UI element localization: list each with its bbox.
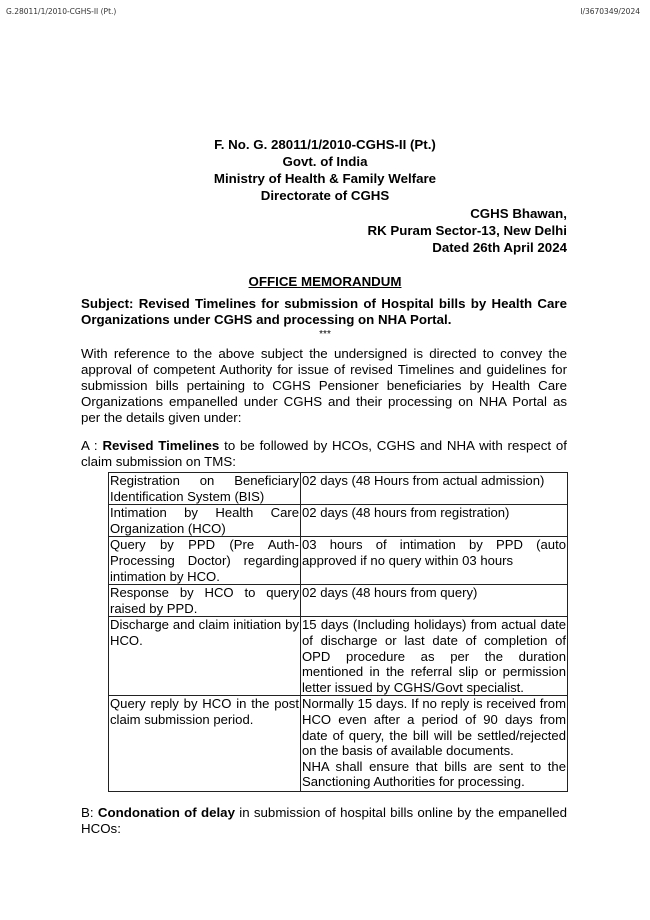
directorate-line: Directorate of CGHS xyxy=(260,188,390,203)
timelines-table xyxy=(108,472,568,792)
table-row xyxy=(109,696,568,792)
section-a-title: Revised Timelines xyxy=(102,438,220,453)
table-row xyxy=(109,537,568,585)
timeline-cell: 02 days (48 hours from registration) xyxy=(301,505,568,537)
address-line-2: RK Puram Sector-13, New Delhi xyxy=(367,223,567,238)
activity-cell: Registration on Beneficiary Identification System (BIS) xyxy=(110,473,299,504)
timeline-cell: 02 days (48 Hours from actual admission) xyxy=(301,473,568,505)
ministry-line: Ministry of Health & Family Welfare xyxy=(213,171,437,186)
timeline-cell: 15 days (Including holidays) from actual date of discharge or last date of completion of OPD procedure as per the duration mentioned in the referral slip or permission letter issued by CGHS/Govt specialist. xyxy=(302,617,566,695)
section-b-text: in submission of hospital bills online by the empanelled HCOs: xyxy=(81,805,568,837)
table-row xyxy=(109,585,568,617)
section-a-heading xyxy=(81,438,567,470)
activity-cell: Discharge and claim initiation by HCO. xyxy=(109,617,301,696)
subject: Subject: Revised Timelines for submission of Hospital bills by Health Care Organizations under CGHS and processing on NHA Portal. xyxy=(81,296,567,327)
activity-cell: Query by PPD (Pre Auth-Processing Doctor) regarding intimation by HCO. xyxy=(110,537,299,584)
activity-cell: Query reply by HCO in the post claim submission period. xyxy=(109,696,301,792)
timeline-note: NHA shall ensure that bills are sent to the Sanctioning Authorities for processing. xyxy=(302,758,566,790)
file-reference-header: G.28011/1/2010-CGHS-II (Pt.) xyxy=(6,7,117,16)
memo-title: OFFICE MEMORANDUM xyxy=(248,274,402,289)
file-number: F. No. G. 28011/1/2010-CGHS-II (Pt.) xyxy=(214,137,436,152)
section-a-prefix: A : xyxy=(81,438,103,453)
activity-cell: Response by HCO to query raised by PPD. xyxy=(110,585,299,616)
section-b-prefix: B: xyxy=(81,805,98,821)
section-b-title: Condonation of delay xyxy=(97,805,235,821)
section-b-heading xyxy=(81,805,567,837)
table-row xyxy=(109,617,568,696)
table-row xyxy=(109,473,568,505)
table-row xyxy=(109,505,568,537)
separator-stars: *** xyxy=(319,329,331,340)
address-line-1: CGHS Bhawan, xyxy=(470,206,567,221)
timeline-cell xyxy=(301,696,568,792)
document-number-header: I/3670349/2024 xyxy=(580,7,640,16)
section-a-text: to be followed by HCOs, CGHS and NHA with respect of claim submission on TMS: xyxy=(81,438,568,469)
body-flow xyxy=(81,346,567,837)
activity-cell: Intimation by Health Care Organization (HCO) xyxy=(110,505,299,536)
intro-paragraph: With reference to the above subject the undersigned is directed to convey the approval of competent Authority for issue of revised Timelines and guidelines for submission bills pertaining to CGHS Pensioner beneficiaries by Health Care Organizations empanelled under CGHS and their processing on NHA Portal as per the details given under: xyxy=(81,346,567,425)
govt-line: Govt. of India xyxy=(282,154,368,169)
timeline-cell: 02 days (48 hours from query) xyxy=(301,585,568,617)
timeline-cell: 03 hours of intimation by PPD (auto approved if no query within 03 hours xyxy=(301,537,568,585)
date-line: Dated 26th April 2024 xyxy=(432,240,567,255)
timeline-text: Normally 15 days. If no reply is received from HCO even after a period of 90 days from date of query, the bill will be settled/rejected on the basis of available documents. xyxy=(302,696,566,759)
